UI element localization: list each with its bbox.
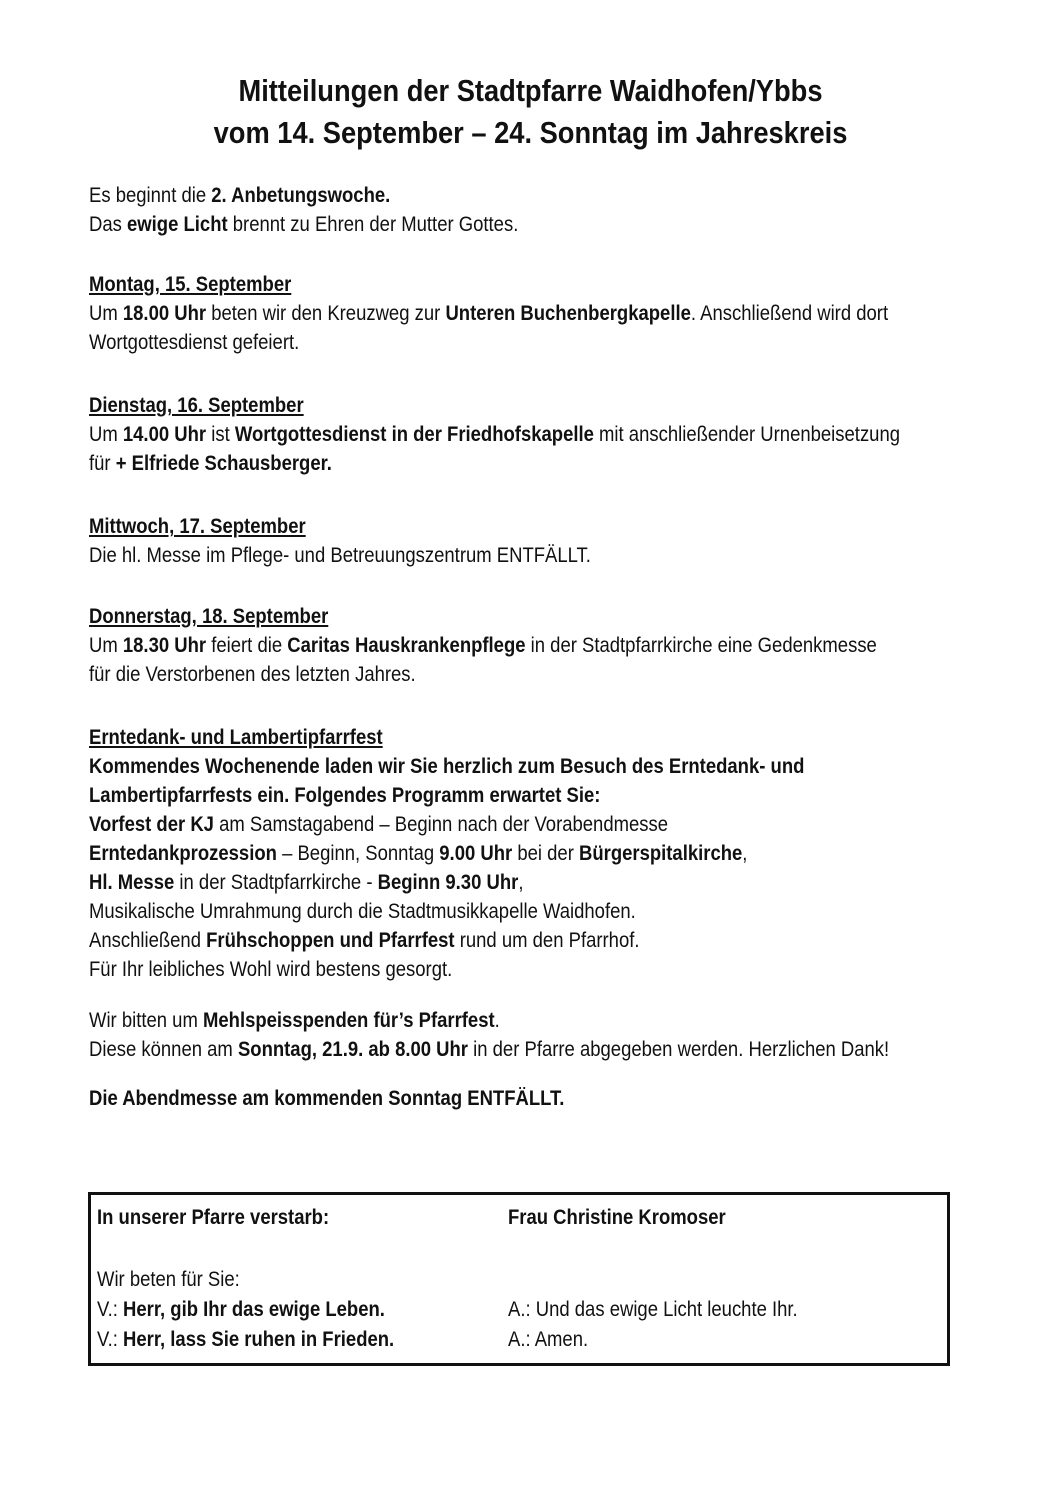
erntedank-line-7: Anschließend Frühschoppen und Pfarrfest rund um den Pfarrhof. [89, 929, 640, 952]
abendmesse-notice [89, 1084, 629, 1113]
erntedank-line-2: Lambertipfarrfests ein. Folgendes Programm erwartet Sie: [89, 784, 601, 807]
abendmesse-text: Die Abendmesse am kommenden Sonntag ENTFÄLLT. [89, 1087, 565, 1110]
erntedank-line-5: Hl. Messe in der Stadtpfarrkirche - Beginn 9.30 Uhr, [89, 871, 524, 894]
erntedank-section [89, 723, 902, 984]
obituary-name: Frau Christine Kromoser [508, 1206, 726, 1229]
erntedank-line-4: Erntedankprozession – Beginn, Sonntag 9.00 Uhr bei der Bürgerspitalkirche, [89, 842, 748, 865]
mittwoch-heading: Mittwoch, 17. September [89, 515, 306, 538]
erntedank-line-6: Musikalische Umrahmung durch die Stadtmusikkapelle Waidhofen. [89, 900, 636, 923]
prayer-intro: Wir beten für Sie: [97, 1268, 240, 1291]
spenden-section [89, 1006, 998, 1064]
dienstag-section [89, 391, 1011, 478]
intro-line-1: Es beginnt die 2. Anbetungswoche. [89, 184, 391, 207]
obituary-box [88, 1192, 950, 1366]
montag-heading: Montag, 15. September [89, 273, 292, 296]
spenden-line-2: Diese können am Sonntag, 21.9. ab 8.00 Uhr in der Pfarre abgegeben werden. Herzlichen Dank! [89, 1038, 890, 1061]
erntedank-heading: Erntedank- und Lambertipfarrfest [89, 726, 383, 749]
donnerstag-line-2: für die Verstorbenen des letzten Jahres. [89, 663, 416, 686]
prayer-a2: A.: Amen. [508, 1328, 589, 1351]
title-line-2: vom 14. September – 24. Sonntag im Jahreskreis [213, 115, 848, 150]
prayer-v2: V.: Herr, lass Sie ruhen in Frieden. [97, 1328, 395, 1351]
erntedank-line-8: Für Ihr leibliches Wohl wird bestens gesorgt. [89, 958, 453, 981]
title-line-1: Mitteilungen der Stadtpfarre Waidhofen/Ybbs [238, 73, 823, 108]
page-title [0, 70, 1061, 154]
intro-line-2: Das ewige Licht brennt zu Ehren der Mutter Gottes. [89, 213, 519, 236]
donnerstag-section [89, 602, 984, 689]
intro-section [89, 181, 577, 239]
dienstag-line-2: für + Elfriede Schausberger. [89, 452, 332, 475]
erntedank-line-3: Vorfest der KJ am Samstagabend – Beginn nach der Vorabendmesse [89, 813, 669, 836]
dienstag-heading: Dienstag, 16. September [89, 394, 304, 417]
mittwoch-line-1: Die hl. Messe im Pflege- und Betreuungszentrum ENTFÄLLT. [89, 544, 591, 567]
erntedank-line-1: Kommendes Wochenende laden wir Sie herzlich zum Besuch des Erntedank- und [89, 755, 805, 778]
obituary-label: In unserer Pfarre verstarb: [97, 1206, 330, 1229]
donnerstag-line-1: Um 18.30 Uhr feiert die Caritas Hauskrankenpflege in der Stadtpfarrkirche eine Gedenkmesse [89, 634, 877, 657]
donnerstag-heading: Donnerstag, 18. September [89, 605, 329, 628]
montag-section [89, 270, 997, 357]
dienstag-line-1: Um 14.00 Uhr ist Wortgottesdienst in der Friedhofskapelle mit anschließender Urnenbeisetzung [89, 423, 901, 446]
prayer-a1: A.: Und das ewige Licht leuchte Ihr. [508, 1298, 798, 1321]
montag-line-2: Wortgottesdienst gefeiert. [89, 331, 300, 354]
mittwoch-section [89, 512, 659, 570]
montag-line-1: Um 18.00 Uhr beten wir den Kreuzweg zur Unteren Buchenbergkapelle. Anschließend wird dort [89, 302, 889, 325]
spenden-line-1: Wir bitten um Mehlspeisspenden für’s Pfarrfest. [89, 1009, 500, 1032]
prayer-v1: V.: Herr, gib Ihr das ewige Leben. [97, 1298, 385, 1321]
